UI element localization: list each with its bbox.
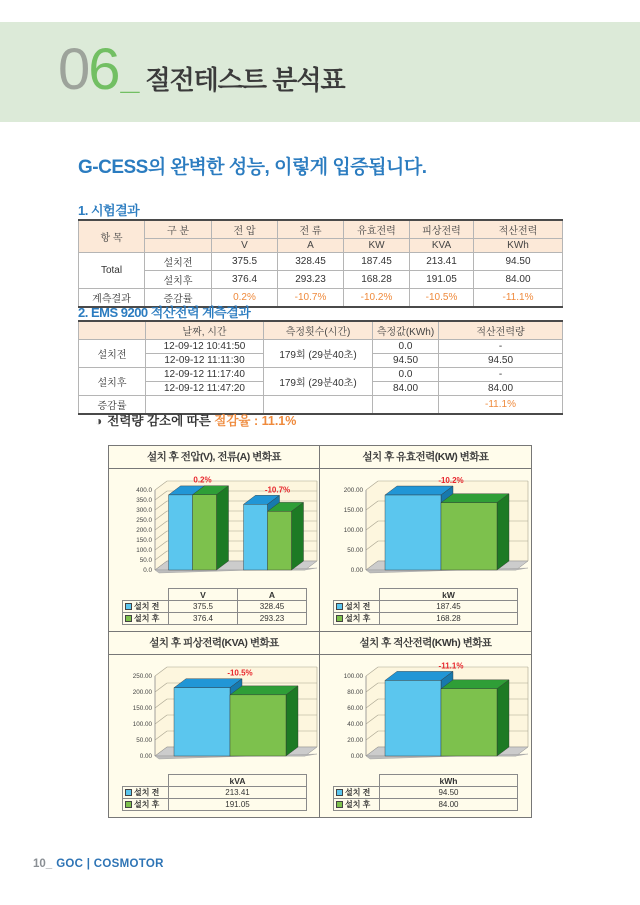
header-cell: 측정값(KWh) xyxy=(373,321,439,340)
y-tick-label: 100.00 xyxy=(132,721,152,728)
section-1-title: 1. 시험결과 xyxy=(78,203,140,218)
count-cell: 179회 (29분40초) xyxy=(264,368,373,396)
ems-measurement-table xyxy=(78,320,563,415)
value-cell: 376.4 xyxy=(212,271,278,289)
bar-front-face xyxy=(441,689,497,756)
table-row xyxy=(79,368,563,382)
header-cell: 전 압 xyxy=(212,220,278,239)
legend-label-cell: 설치 전 xyxy=(123,601,169,613)
legend-swatch-before xyxy=(125,789,132,796)
value-cell: 191.05 xyxy=(410,271,474,289)
y-tick-label: 100.00 xyxy=(343,673,363,680)
legend-swatch-after xyxy=(125,615,132,622)
half-circle-icon: ◑ xyxy=(95,414,103,428)
legend-value-cell: 187.45 xyxy=(380,601,518,613)
chart-title: 설치 후 유효전력(KW) 변화표 xyxy=(320,446,531,469)
legend-value-cell: 191.05 xyxy=(169,799,307,811)
value-cell: 328.45 xyxy=(278,253,344,271)
chart-legend-table xyxy=(333,588,518,625)
bar-chart-canvas xyxy=(320,474,531,588)
y-tick-label: 40.00 xyxy=(347,721,363,728)
row-label-cell: 설치후 xyxy=(145,271,212,289)
value-cell: 0.0 xyxy=(373,340,439,354)
chart-legend-table xyxy=(333,774,518,811)
bar-front-face xyxy=(268,511,292,570)
legend-category-row xyxy=(334,775,518,787)
chapter-underscore: _ xyxy=(120,59,140,97)
legend-label-cell: 설치 후 xyxy=(334,799,380,811)
chart-title: 설치 후 전압(V), 전류(A) 변화표 xyxy=(109,446,319,469)
legend-swatch-after xyxy=(125,801,132,808)
legend-swatch-after xyxy=(336,801,343,808)
y-tick-label: 20.00 xyxy=(347,737,363,744)
legend-spacer-cell xyxy=(334,589,380,601)
legend-swatch-before xyxy=(336,789,343,796)
charts-grid xyxy=(108,445,532,818)
category-label-cell: kW xyxy=(380,589,518,601)
bar-side-face xyxy=(217,486,229,570)
bar-front-face xyxy=(174,688,230,756)
total-cell: -11.1% xyxy=(439,396,563,415)
y-tick-label: 60.00 xyxy=(347,705,363,712)
y-tick-label: 0.00 xyxy=(139,753,152,760)
page-header xyxy=(58,36,345,103)
header-cell: 적산전력 xyxy=(474,220,563,239)
page-title: 절전테스트 분석표 xyxy=(145,65,345,95)
group-cell: Total xyxy=(79,253,145,289)
y-tick-label: 100.00 xyxy=(343,527,363,534)
note-text: 전력량 감소에 따른 xyxy=(107,414,215,428)
unit-cell: A xyxy=(278,239,344,253)
chart-legend-table xyxy=(122,774,307,811)
legend-series-row xyxy=(123,787,307,799)
total-cell: 94.50 xyxy=(439,354,563,368)
unit-cell xyxy=(145,239,212,253)
y-tick-label: 350.0 xyxy=(136,497,152,504)
y-tick-label: 50.0 xyxy=(139,557,152,564)
footer-brand: GOC | COSMOTOR xyxy=(56,858,164,870)
bar-front-face xyxy=(230,695,286,756)
header-cell: 전 류 xyxy=(278,220,344,239)
bar-front-face xyxy=(441,503,497,570)
category-label-cell: kVA xyxy=(169,775,307,787)
legend-value-cell: 168.28 xyxy=(380,613,518,625)
legend-spacer-cell xyxy=(123,775,169,787)
chapter-number-zero: 0 xyxy=(58,37,89,102)
header-cell: 날짜, 시간 xyxy=(146,321,264,340)
total-cell: - xyxy=(439,340,563,354)
row-label-cell: 증감률 xyxy=(145,289,212,308)
y-tick-label: 250.00 xyxy=(132,673,152,680)
legend-label-cell: 설치 전 xyxy=(334,787,380,799)
bar-chart-canvas xyxy=(109,474,320,588)
header-cell: 적산전력량 xyxy=(439,321,563,340)
bar-front-face xyxy=(169,495,193,570)
chapter-number-six: 6 xyxy=(88,37,119,102)
legend-series-row xyxy=(123,601,307,613)
table-header-row xyxy=(79,239,563,253)
legend-value-cell: 213.41 xyxy=(169,787,307,799)
value-cell xyxy=(373,396,439,415)
y-tick-label: 300.0 xyxy=(136,507,152,514)
unit-cell: KW xyxy=(344,239,410,253)
y-tick-label: 250.0 xyxy=(136,517,152,524)
value-cell: 0.2% xyxy=(212,289,278,308)
datetime-cell: 12-09-12 11:47:20 xyxy=(146,382,264,396)
bar-side-face xyxy=(497,680,509,756)
legend-label-cell: 설치 전 xyxy=(334,601,380,613)
header-cell: 측정횟수(시간) xyxy=(264,321,373,340)
legend-spacer-cell xyxy=(334,775,380,787)
y-tick-label: 200.00 xyxy=(343,487,363,494)
legend-swatch-before xyxy=(336,603,343,610)
section-2-title: 2. EMS 9200 적산전력 계측결과 xyxy=(78,305,251,320)
chart-legend-table xyxy=(122,588,307,625)
y-tick-label: 0.00 xyxy=(350,567,363,574)
unit-cell: V xyxy=(212,239,278,253)
header-cell: 항 목 xyxy=(79,220,145,253)
legend-swatch-before xyxy=(125,603,132,610)
legend-value-cell: 84.00 xyxy=(380,799,518,811)
datetime-cell: 12-09-12 10:41:50 xyxy=(146,340,264,354)
legend-series-row xyxy=(123,613,307,625)
datetime-cell: 12-09-12 11:11:30 xyxy=(146,354,264,368)
header-cell: 유효전력 xyxy=(344,220,410,239)
percent-change-label: -10.5% xyxy=(227,668,253,678)
total-cell: 84.00 xyxy=(439,382,563,396)
table-row xyxy=(79,253,563,271)
saving-rate-note xyxy=(95,411,296,429)
legend-value-cell: 375.5 xyxy=(169,601,238,613)
y-tick-label: 150.00 xyxy=(343,507,363,514)
group-cell: 증감률 xyxy=(79,396,146,415)
bar-side-face xyxy=(497,494,509,570)
legend-category-row xyxy=(123,589,307,601)
value-cell: 187.45 xyxy=(344,253,410,271)
chart-quadrant xyxy=(320,632,531,817)
value-cell: 213.41 xyxy=(410,253,474,271)
value-cell: 94.50 xyxy=(373,354,439,368)
legend-label-cell: 설치 전 xyxy=(123,787,169,799)
value-cell: 168.28 xyxy=(344,271,410,289)
chart-quadrant xyxy=(320,446,531,632)
chart-quadrant xyxy=(109,632,320,817)
datetime-cell: 12-09-12 11:17:40 xyxy=(146,368,264,382)
table-header-row xyxy=(79,220,563,239)
legend-label-cell: 설치 후 xyxy=(123,799,169,811)
bar-front-face xyxy=(385,495,441,570)
y-tick-label: 0.0 xyxy=(143,567,152,574)
row-label-cell: 설치전 xyxy=(145,253,212,271)
y-tick-label: 400.0 xyxy=(136,487,152,494)
value-cell: 293.23 xyxy=(278,271,344,289)
y-tick-label: 150.00 xyxy=(132,705,152,712)
page-header-band xyxy=(0,22,640,122)
value-cell: 84.00 xyxy=(474,271,563,289)
group-cell: 설치전 xyxy=(79,340,146,368)
chart-title: 설치 후 적산전력(KWh) 변화표 xyxy=(320,632,531,655)
bar-chart-canvas xyxy=(320,660,531,774)
header-cell: 구 분 xyxy=(145,220,212,239)
table-row xyxy=(79,271,563,289)
y-tick-label: 50.00 xyxy=(136,737,152,744)
percent-change-label: 0.2% xyxy=(193,475,212,485)
value-cell: -10.2% xyxy=(344,289,410,308)
legend-label-cell: 설치 후 xyxy=(123,613,169,625)
y-tick-label: 150.0 xyxy=(136,537,152,544)
y-tick-label: 80.00 xyxy=(347,689,363,696)
category-label-cell: V xyxy=(169,589,238,601)
legend-label-cell: 설치 후 xyxy=(334,613,380,625)
test-result-table xyxy=(78,219,563,308)
header-cell xyxy=(79,321,146,340)
category-label-cell: kWh xyxy=(380,775,518,787)
legend-value-cell: 94.50 xyxy=(380,787,518,799)
value-cell: 375.5 xyxy=(212,253,278,271)
percent-change-label: -10.2% xyxy=(438,476,464,486)
y-tick-label: 200.00 xyxy=(132,689,152,696)
legend-series-row xyxy=(334,601,518,613)
unit-cell: KVA xyxy=(410,239,474,253)
value-cell: -10.7% xyxy=(278,289,344,308)
legend-category-row xyxy=(334,589,518,601)
bar-front-face xyxy=(385,680,441,756)
legend-series-row xyxy=(334,613,518,625)
bar-side-face xyxy=(286,686,298,756)
table-row xyxy=(79,340,563,354)
legend-value-cell: 328.45 xyxy=(238,601,307,613)
legend-category-row xyxy=(123,775,307,787)
y-tick-label: 200.0 xyxy=(136,527,152,534)
group-cell: 설치후 xyxy=(79,368,146,396)
bar-front-face xyxy=(244,504,268,570)
group-cell: 계측결과 xyxy=(79,289,145,308)
category-label-cell: A xyxy=(238,589,307,601)
bar-front-face xyxy=(193,495,217,570)
total-cell: - xyxy=(439,368,563,382)
footer-page-number: 10_ xyxy=(33,858,53,870)
legend-series-row xyxy=(123,799,307,811)
legend-series-row xyxy=(334,787,518,799)
page-footer xyxy=(33,858,164,870)
value-cell: -11.1% xyxy=(474,289,563,308)
count-cell: 179회 (29분40초) xyxy=(264,340,373,368)
header-cell: 피상전력 xyxy=(410,220,474,239)
bar-side-face xyxy=(292,502,304,570)
percent-change-label: -11.1% xyxy=(438,661,464,671)
unit-cell: KWh xyxy=(474,239,563,253)
note-highlight: 절감율 : 11.1% xyxy=(214,414,297,428)
chart-quadrant xyxy=(109,446,320,632)
value-cell: -10.5% xyxy=(410,289,474,308)
value-cell: 84.00 xyxy=(373,382,439,396)
legend-value-cell: 293.23 xyxy=(238,613,307,625)
table-header-row xyxy=(79,321,563,340)
value-cell: 0.0 xyxy=(373,368,439,382)
legend-swatch-after xyxy=(336,615,343,622)
y-tick-label: 0.00 xyxy=(350,753,363,760)
legend-series-row xyxy=(334,799,518,811)
headline: G-CESS의 완벽한 성능, 이렇게 입증됩니다. xyxy=(78,157,427,178)
y-tick-label: 50.00 xyxy=(347,547,363,554)
percent-change-label: -10.7% xyxy=(264,485,291,495)
bar-chart-canvas xyxy=(109,660,320,774)
legend-value-cell: 376.4 xyxy=(169,613,238,625)
chart-title: 설치 후 피상전력(KVA) 변화표 xyxy=(109,632,319,655)
value-cell: 94.50 xyxy=(474,253,563,271)
y-tick-label: 100.0 xyxy=(136,547,152,554)
legend-spacer-cell xyxy=(123,589,169,601)
